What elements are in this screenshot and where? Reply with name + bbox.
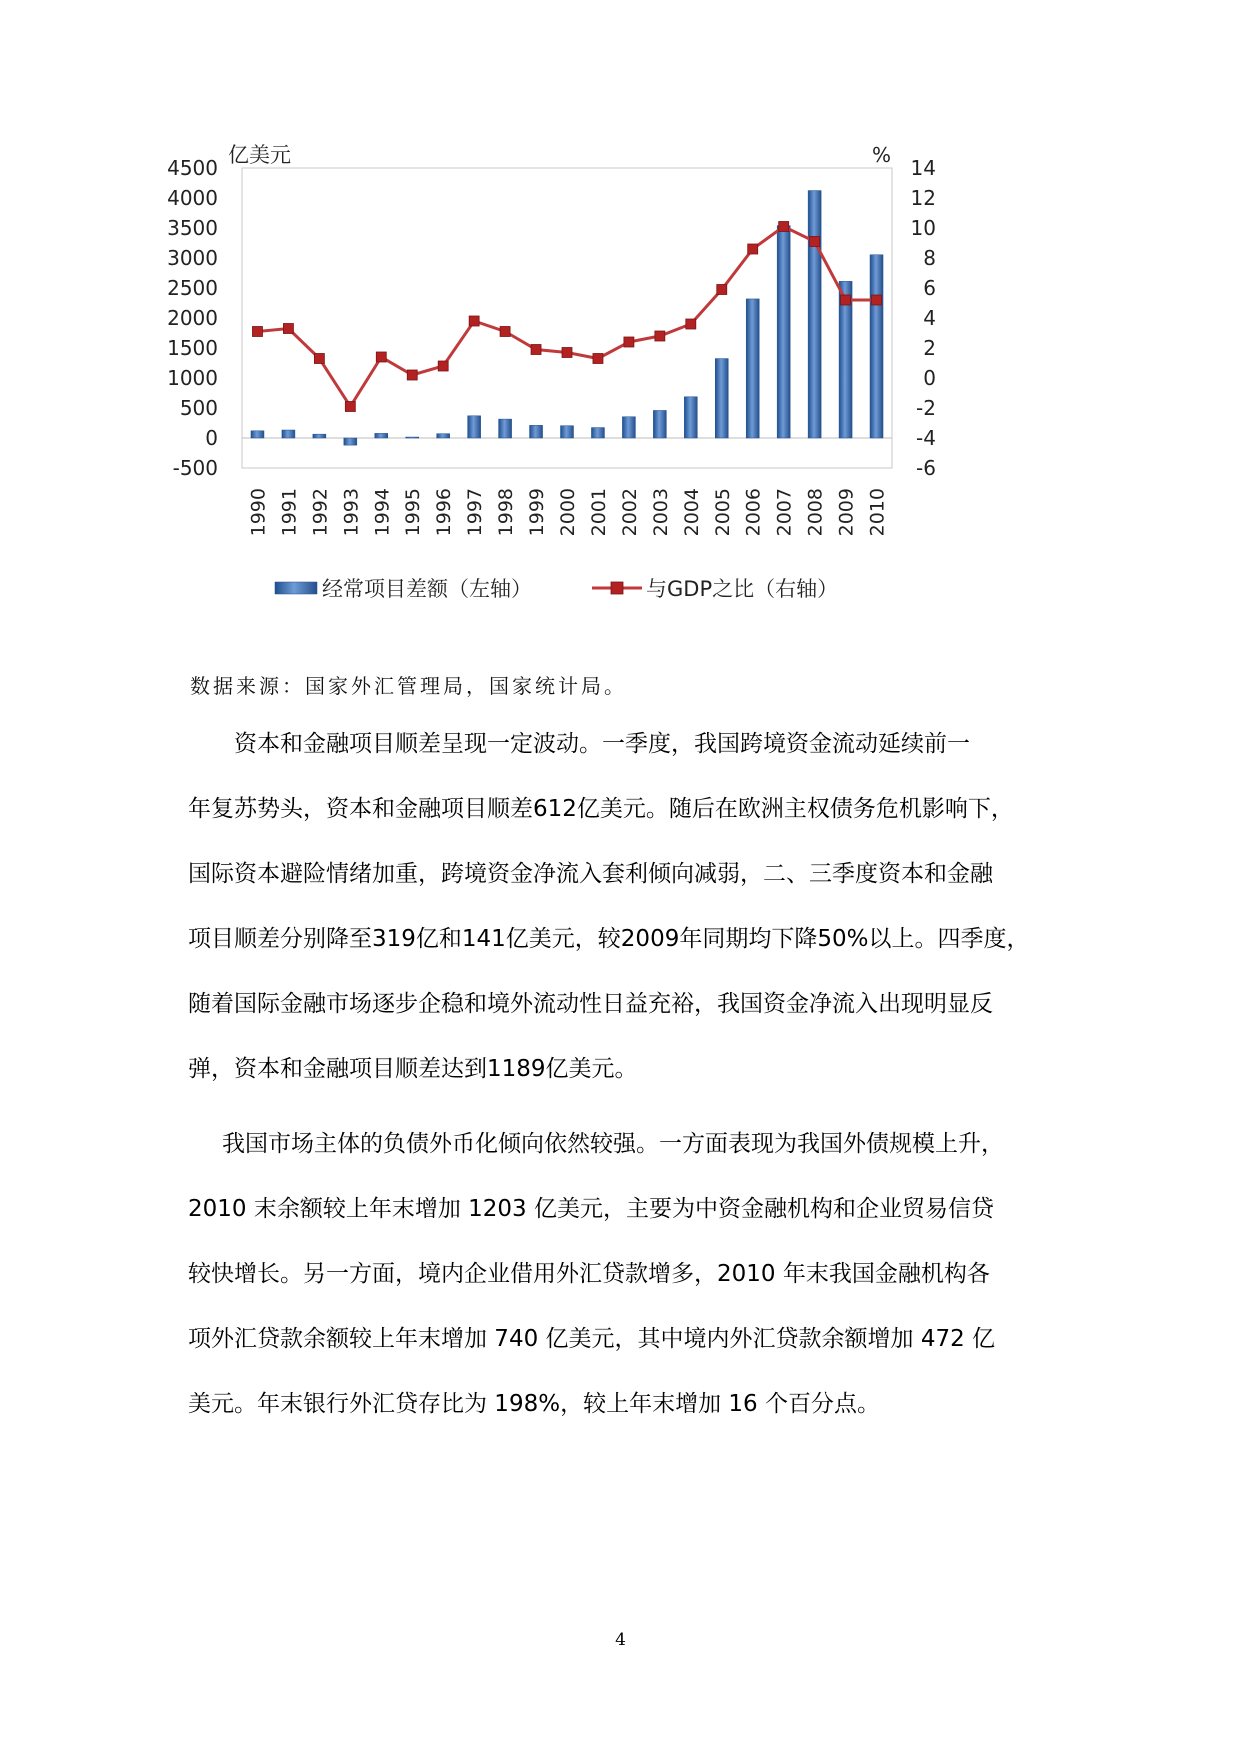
gdp-ratio-point-1994 [376,352,386,362]
x-tick-label: 1997 [464,488,487,537]
paragraph-line: 弹，资本和金融项目顺差达到1189亿美元。 [188,1056,638,1082]
left-tick-label: 2000 [167,306,218,330]
gdp-ratio-point-1997 [469,316,479,326]
paragraph-line: 美元。年末银行外汇贷存比为 198%，较上年末增加 16 个百分点。 [188,1391,880,1417]
page-number: 4 [615,1630,626,1650]
right-tick-label: -4 [916,426,936,450]
gdp-ratio-point-1998 [500,327,510,337]
bar-1996 [437,434,450,438]
x-tick-label: 1993 [340,488,363,537]
bar-2006 [746,299,759,438]
x-tick-label: 2009 [835,488,858,537]
x-tick-label: 2010 [866,488,889,537]
x-tick-label: 1998 [495,488,518,537]
right-tick-label: -2 [916,396,936,420]
x-tick-label: 2005 [711,488,734,537]
bar-2004 [684,397,697,438]
gdp-ratio-point-2006 [748,244,758,254]
bar-2002 [622,417,635,438]
paragraph-capital-financial [188,712,1058,1102]
gdp-ratio-point-1993 [345,402,355,412]
bar-2010 [870,255,883,438]
right-tick-label: 8 [923,246,936,270]
bar-1991 [282,430,295,438]
right-tick-label: 12 [910,186,936,210]
paragraph-line: 国际资本避险情绪加重，跨境资金净流入套利倾向减弱，二、三季度资本和金融 [188,861,993,887]
right-tick-label: 6 [923,276,936,300]
paragraph-line: 2010 末余额较上年末增加 1203 亿美元，主要为中资金融机构和企业贸易信贷 [188,1196,994,1222]
paragraph-line: 我国市场主体的负债外币化倾向依然较强。一方面表现为我国外债规模上升， [222,1131,1004,1157]
bar-2005 [715,359,728,438]
x-tick-label: 2000 [557,488,579,537]
bar-2007 [777,226,790,438]
paragraph-line: 资本和金融项目顺差呈现一定波动。一季度，我国跨境资金流动延续前一 [234,731,970,757]
bar-1990 [251,431,264,438]
gdp-ratio-point-2002 [624,337,634,347]
legend-bar-swatch [275,582,317,594]
gdp-ratio-point-2008 [810,237,820,247]
gdp-ratio-point-2010 [872,295,882,305]
gdp-ratio-point-1995 [407,370,417,380]
legend [275,577,838,601]
right-axis-ticks [911,156,936,480]
x-axis-ticks [247,488,888,536]
x-tick-label: 2007 [773,488,796,537]
left-tick-label: 3000 [167,246,218,270]
x-tick-label: 2003 [649,488,672,537]
gdp-ratio-point-2001 [593,354,603,364]
legend-line-label: 与GDP之比（右轴） [646,577,839,601]
plot-area [242,168,892,468]
legend-line-marker [611,582,623,594]
x-tick-label: 1992 [309,488,332,537]
paragraph-line: 较快增长。另一方面，境内企业借用外汇贷款增多，2010 年末我国金融机构各 [188,1261,990,1287]
gdp-ratio-point-2004 [686,319,696,329]
gdp-ratio-point-2003 [655,331,665,341]
gdp-ratio-point-2005 [717,285,727,295]
right-axis-unit: % [872,143,892,167]
bar-2008 [808,191,821,438]
bar-1998 [499,419,512,438]
left-tick-label: 4500 [167,156,218,180]
paragraph-line: 项外汇贷款余额较上年末增加 740 亿美元，其中境内外汇贷款余额增加 472 亿 [188,1326,996,1352]
x-tick-label: 2004 [680,488,703,537]
bar-1999 [530,425,543,438]
gdp-ratio-point-1990 [252,327,262,337]
gdp-ratio-point-1992 [314,354,324,364]
data-source-note: 数据来源：国家外汇管理局，国家统计局。 [190,674,627,698]
x-tick-label: 1991 [278,488,301,537]
paragraph-line: 项目顺差分别降至319亿和141亿美元，较2009年同期均下降50%以上。四季度， [188,926,1030,952]
left-tick-label: 2500 [167,276,218,300]
left-tick-label: 3500 [167,216,218,240]
left-axis-ticks [167,156,218,480]
gdp-ratio-point-1996 [438,361,448,371]
right-tick-label: 0 [923,366,936,390]
left-tick-label: -500 [172,456,218,480]
bar-1997 [468,416,481,438]
left-tick-label: 1000 [167,366,218,390]
gdp-ratio-point-2009 [841,295,851,305]
gdp-ratio-point-1991 [283,324,293,334]
x-tick-label: 1996 [433,488,456,537]
x-tick-label: 2002 [618,488,641,537]
bar-2000 [561,426,574,438]
left-tick-label: 1500 [167,336,218,360]
bar-1993 [344,438,357,445]
paragraph-foreign-debt [188,1112,1058,1437]
paragraph-line: 随着国际金融市场逐步企稳和境外流动性日益充裕，我国资金净流入出现明显反 [188,991,993,1017]
x-tick-label: 2008 [804,488,827,537]
bar-2003 [653,410,666,438]
gdp-ratio-point-2007 [779,222,789,232]
bar-2001 [591,428,604,438]
left-tick-label: 0 [205,426,218,450]
x-tick-label: 1999 [526,488,549,537]
legend-bar-label: 经常项目差额（左轴） [322,577,532,601]
gdp-ratio-point-2000 [562,348,572,358]
x-tick-label: 1995 [402,488,425,537]
right-tick-label: 2 [923,336,936,360]
current-account-chart [167,140,1100,700]
x-tick-label: 2001 [587,488,610,537]
left-tick-label: 500 [179,396,218,420]
paragraph-line: 年复苏势头，资本和金融项目顺差612亿美元。随后在欧洲主权债务危机影响下， [188,796,1014,822]
right-tick-label: -6 [916,456,936,480]
x-tick-label: 1994 [371,488,394,537]
right-tick-label: 10 [910,216,936,240]
bar-1995 [406,437,419,438]
right-tick-label: 4 [923,306,936,330]
x-tick-label: 1990 [247,488,270,537]
bar-1994 [375,433,388,438]
bar-1992 [313,434,326,438]
gdp-ratio-point-1999 [531,345,541,355]
left-axis-unit: 亿美元 [228,143,291,167]
x-tick-label: 2006 [742,488,765,537]
right-tick-label: 14 [910,156,936,180]
left-tick-label: 4000 [167,186,218,210]
